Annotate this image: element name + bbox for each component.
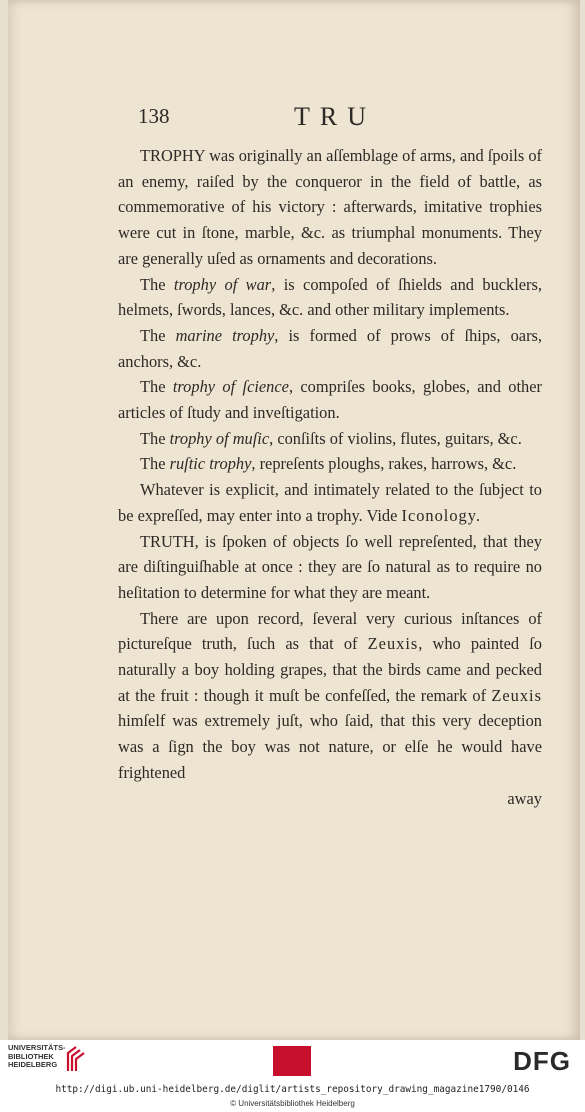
library-emblem-icon (64, 1045, 86, 1073)
page-header (138, 104, 548, 134)
catchword: away (507, 788, 542, 808)
university-library-logo[interactable] (8, 1044, 98, 1084)
paragraph-trophy-of-war: The trophy of war, is compoſed of ſhields and bucklers, helmets, ſwords, lances, &c. and other military implements. (118, 274, 542, 320)
running-head: TRU (294, 102, 376, 131)
copyright-notice: © Universitätsbibliothek Heidelberg (230, 1099, 355, 1108)
library-name-line-1: UNIVERSITÄTS- (8, 1043, 66, 1052)
paragraph-zeuxis: There are upon record, ſeveral very curious inſtances of pictureſque truth, ſuch as that of Zeuxis, who painted ſo naturally a boy holding grapes, that the birds came and pecked at the fruit : though it muſt be confeſſed, the remark of Zeuxis himſelf was extremely juſt, who ſaid, that this very deception was a ſign the boy was not nature, or elſe he would have frightened (118, 608, 542, 782)
permalink-url[interactable]: http://digi.ub.uni-heidelberg.de/diglit/artists_repository_drawing_magazine1790/0146 (55, 1084, 530, 1095)
paragraph-marine-trophy: The marine trophy, is formed of prows of ſhips, oars, anchors, &c. (118, 325, 543, 371)
paragraph-vide-iconology: Whatever is explicit, and intimately related to the ſubject to be expreſſed, may enter into a trophy. Vide Iconology. (118, 480, 542, 525)
heidelberg-seal-icon[interactable] (273, 1046, 311, 1076)
paragraph-rustic-trophy: The ruſtic trophy, repreſents ploughs, rakes, harrows, &c. (140, 454, 517, 474)
library-name-line-3: HEIDELBERG (8, 1060, 58, 1070)
paragraph-trophy: TROPHY was originally an aſſemblage of arms, and ſpoils of an enemy, raiſed by the conqueror in the field of battle, as commemorative of his victory : afterwards, imitative trophies were cut in ſtone, marble, &c. as triumphal monuments. They are generally uſed as ornaments and decorations. (118, 146, 542, 268)
page-number: 138 (138, 104, 170, 128)
dfg-logo[interactable]: DFG (513, 1046, 571, 1076)
body-text (118, 143, 542, 811)
footer (0, 1040, 585, 1112)
paragraph-truth: TRUTH, is ſpoken of objects ſo well repreſented, that they are diſtinguiſhable at once : they are ſo natural as to require no heſitation to determine for what they are meant. (118, 531, 542, 602)
paragraph-trophy-of-music: The trophy of muſic, conſiſts of violins, flutes, guitars, &c. (140, 428, 522, 448)
paragraph-trophy-of-science: The trophy of ſcience, compriſes books, globes, and other articles of ſtudy and inveſtigation. (118, 377, 542, 423)
library-name-line-2: BIBLIOTHEK (8, 1051, 54, 1061)
